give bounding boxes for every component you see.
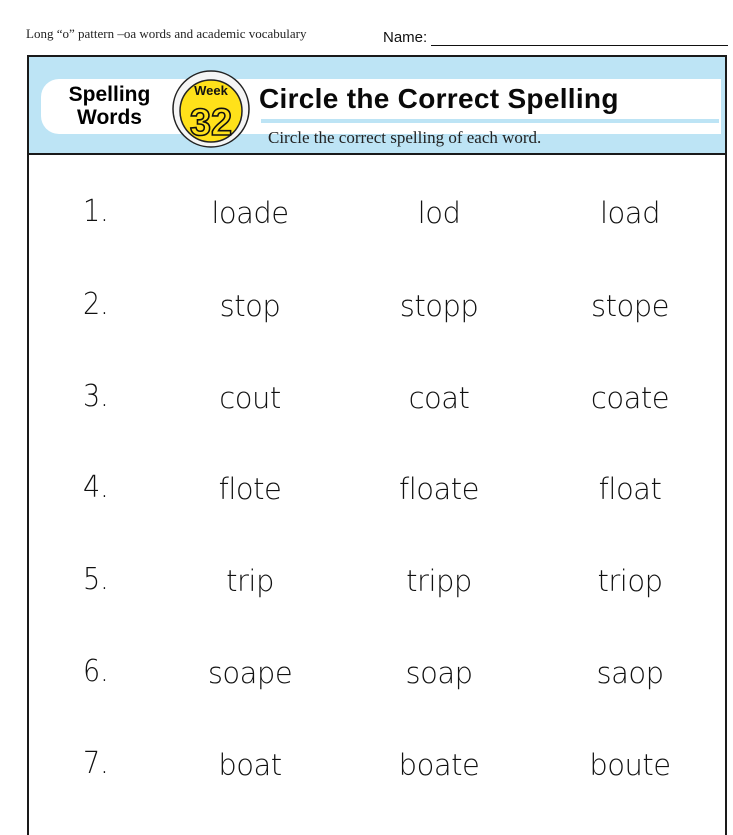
item-number: 3.	[83, 379, 109, 414]
word-row	[29, 379, 725, 439]
word-row	[29, 746, 725, 806]
word-row	[29, 470, 725, 530]
item-number: 7.	[83, 746, 109, 781]
word-choice[interactable]: stop	[219, 289, 281, 323]
word-choice[interactable]: tripp	[406, 564, 472, 598]
word-choice[interactable]: boute	[589, 748, 671, 782]
spelling-words-line2: Words	[77, 106, 142, 129]
worksheet-panel	[27, 55, 727, 835]
worksheet-header	[29, 57, 725, 155]
badge-week-text: Week	[194, 83, 228, 98]
word-choice[interactable]: saop	[596, 656, 664, 690]
week-badge-icon	[169, 67, 253, 151]
word-choice[interactable]: soape	[207, 656, 293, 690]
page-subtitle: Circle the correct spelling of each word.	[268, 128, 542, 147]
badge-week-number: 32	[189, 102, 233, 144]
word-choice[interactable]: load	[600, 196, 660, 230]
item-number: 4.	[83, 470, 109, 505]
word-choice[interactable]: coate	[590, 381, 670, 415]
word-choice[interactable]: flote	[218, 472, 282, 506]
word-choice[interactable]: coat	[408, 381, 470, 415]
word-choice[interactable]: boate	[398, 748, 480, 782]
word-choice[interactable]: float	[598, 472, 662, 506]
word-choice[interactable]: stope	[591, 289, 669, 323]
word-choice[interactable]: loade	[211, 196, 289, 230]
word-row	[29, 562, 725, 622]
name-field[interactable]	[383, 30, 728, 46]
word-choice[interactable]: lod	[417, 196, 461, 230]
word-row	[29, 654, 725, 714]
word-choice[interactable]: soap	[405, 656, 473, 690]
page-title: Circle the Correct Spelling	[259, 83, 619, 114]
word-choice[interactable]: boat	[218, 748, 282, 782]
word-row	[29, 194, 725, 254]
word-choice[interactable]: stopp	[399, 289, 479, 323]
item-number: 5.	[83, 562, 109, 597]
name-blank-line[interactable]	[431, 31, 728, 46]
worksheet-topic: Long “o” pattern –oa words and academic vocabulary	[26, 26, 307, 41]
word-row	[29, 287, 725, 347]
item-number: 1.	[83, 194, 109, 229]
title-underline	[261, 119, 719, 123]
item-number: 2.	[83, 287, 109, 322]
spelling-words-line1: Spelling	[68, 83, 151, 106]
name-label: Name:	[383, 29, 428, 46]
word-choice[interactable]: trip	[226, 564, 274, 598]
word-choice[interactable]: floate	[399, 472, 479, 506]
item-number: 6.	[83, 654, 109, 689]
word-choice[interactable]: triop	[597, 564, 663, 598]
word-choice[interactable]: cout	[219, 381, 281, 415]
spelling-words-label	[57, 83, 162, 129]
